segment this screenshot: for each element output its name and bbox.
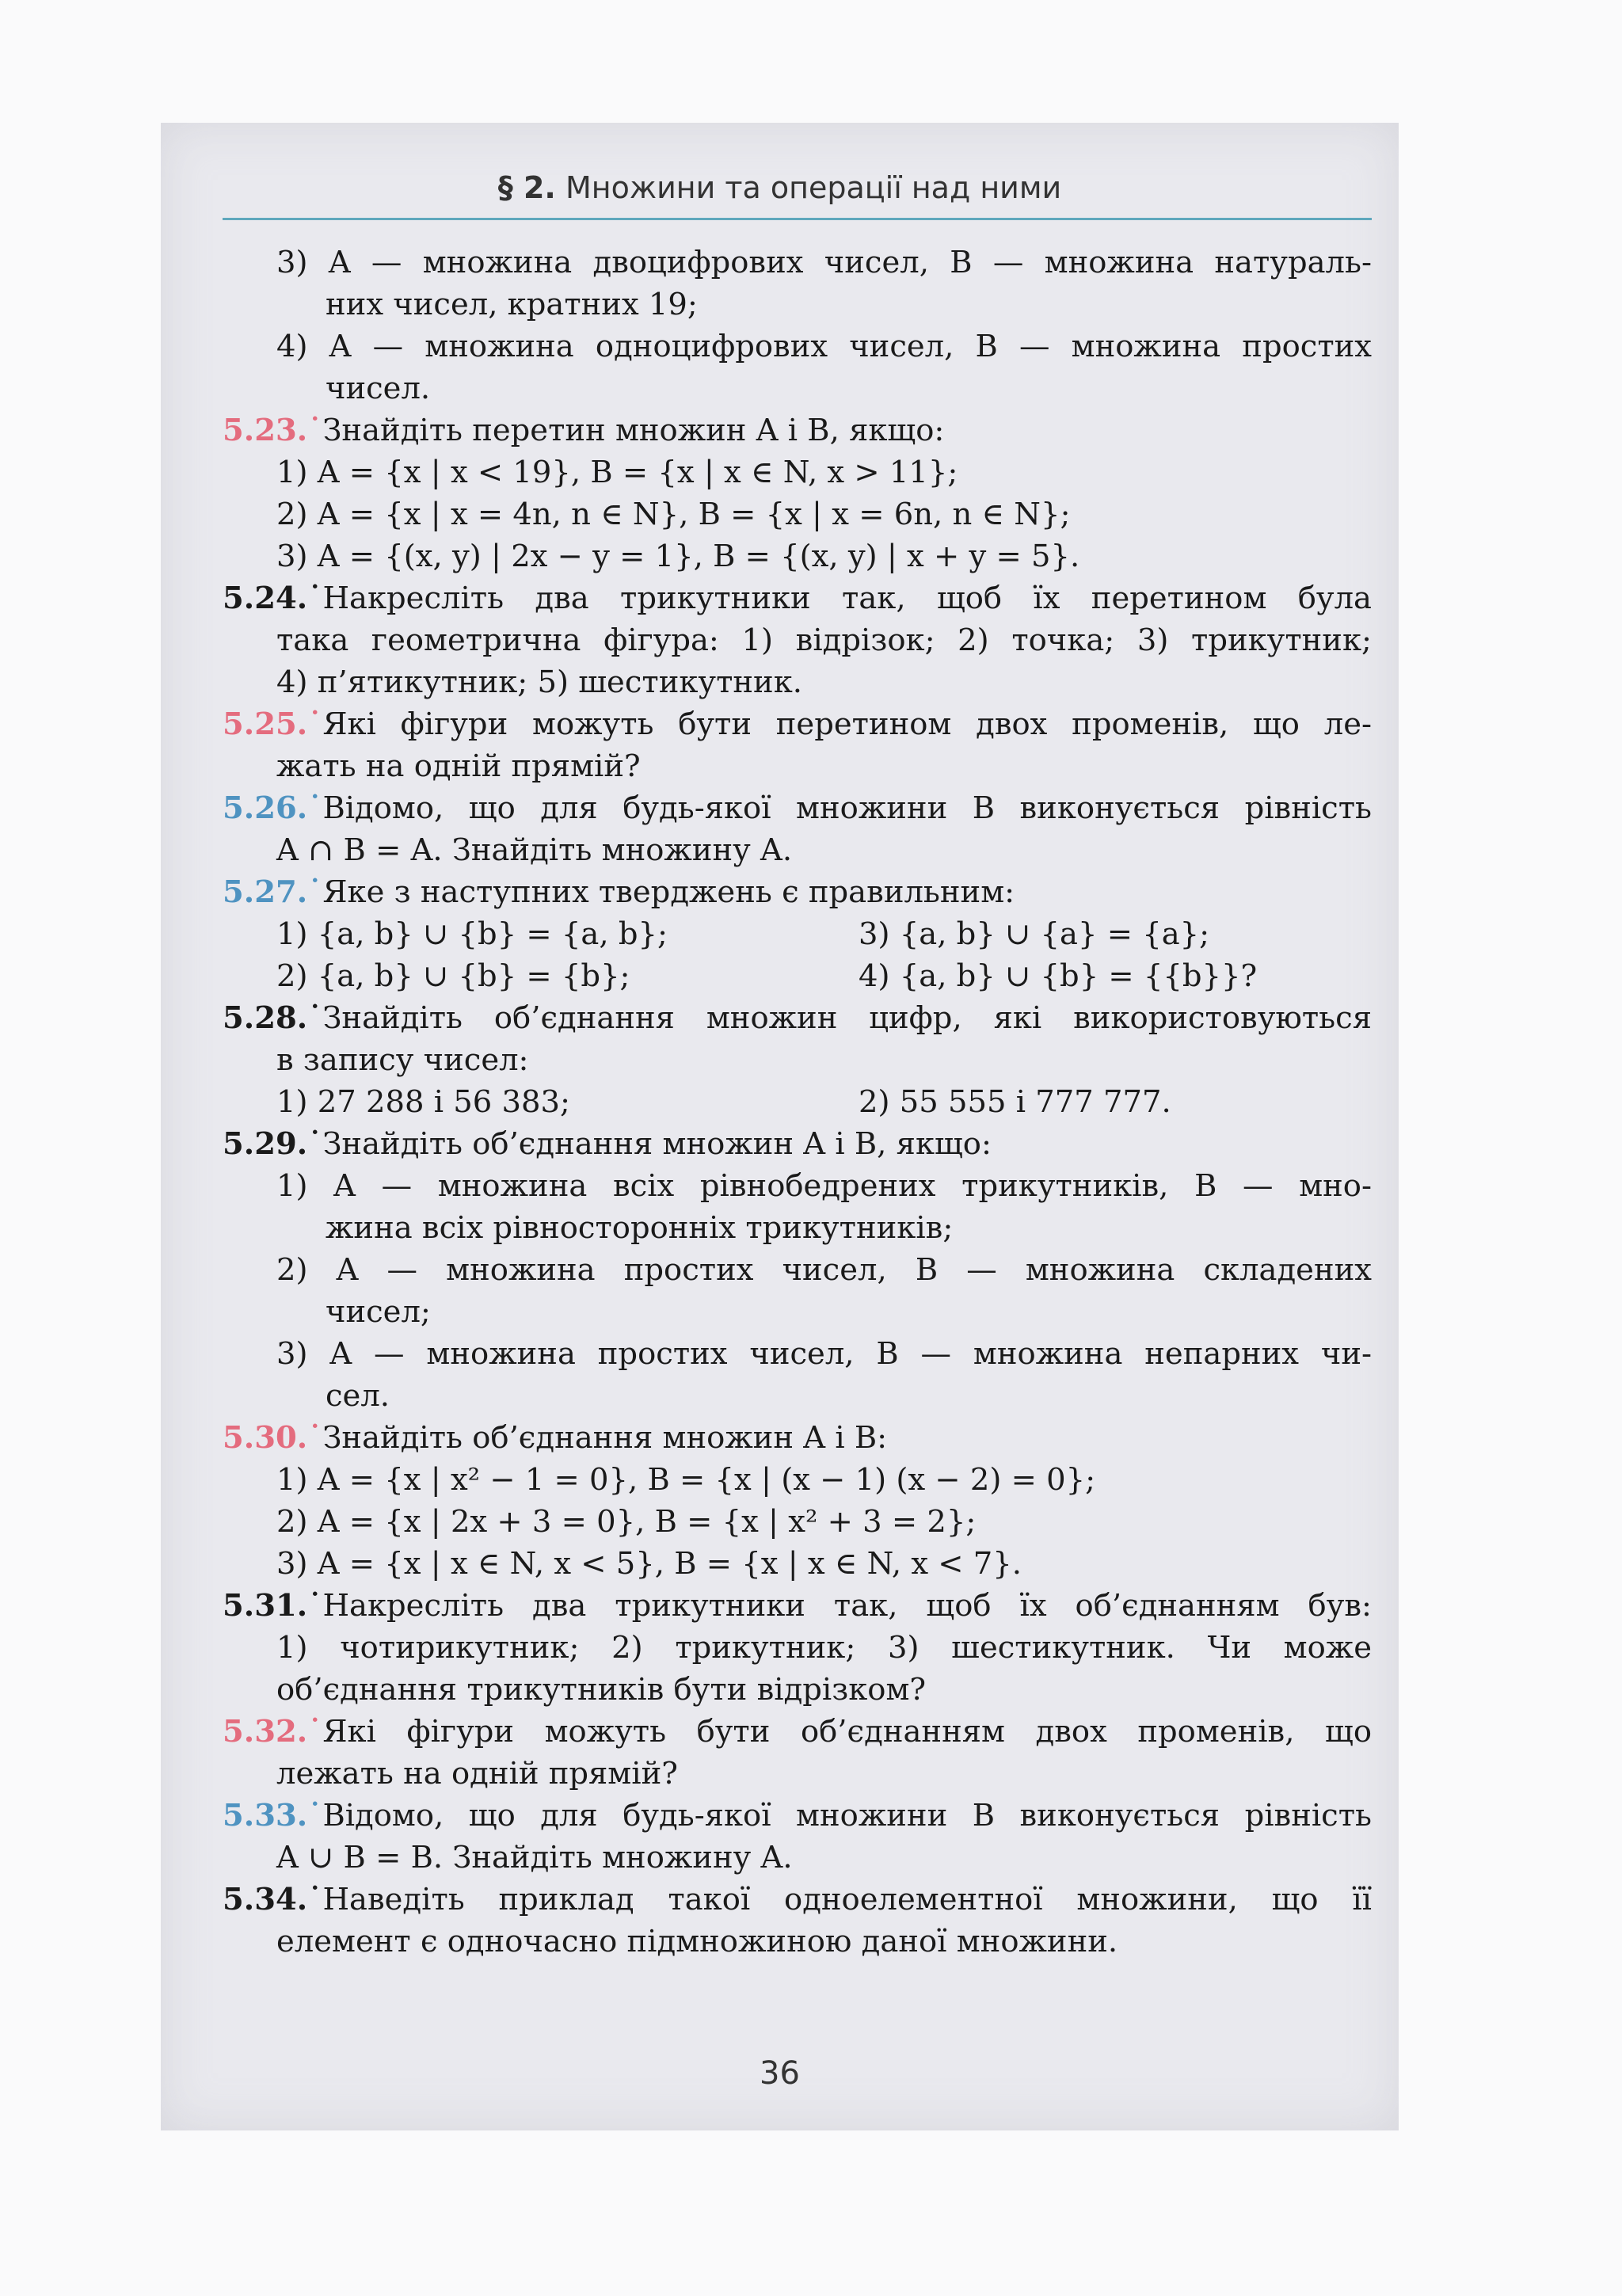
text-cell: 3) {a, b} ∪ {a} = {a};	[859, 916, 1210, 952]
text-line: 3) A — множина простих чисел, B — множина непарних чи-	[276, 1336, 1372, 1372]
running-header	[161, 170, 1399, 205]
text-line: 1) чотирикутник; 2) трикутник; 3) шестикутник. Чи може	[276, 1630, 1372, 1666]
text-line: 3) A = {(x, y) | 2x − y = 1}, B = {(x, y) | x + y = 5}.	[276, 539, 1080, 574]
text-line: 1) A — множина всіх рівнобедрених трикутників, B — мно-	[276, 1168, 1372, 1204]
exercise-text: Знайдіть об’єднання множин A і B, якщо:	[322, 1126, 992, 1162]
exercise-text: Накресліть два трикутники так, щоб їх об’єднанням був:	[322, 1588, 1372, 1624]
exercise-number: 5.33.˙	[223, 1798, 323, 1833]
exercise-5-33	[223, 1795, 1372, 1837]
text-line: елемент є одночасно підмножиною даної множини.	[276, 1924, 1118, 1959]
exercise-5-29	[223, 1123, 1372, 1165]
exercise-text: Знайдіть об’єднання множин цифр, які використовуються	[322, 1000, 1372, 1036]
page-number: 36	[760, 2055, 800, 2092]
exercise-number: 5.30.˙	[223, 1420, 323, 1456]
exercise-text: Які фігури можуть бути об’єднанням двох променів, що	[322, 1714, 1372, 1750]
two-column-row	[223, 913, 1372, 955]
text-line: них чисел, кратних 19;	[326, 287, 698, 322]
text-line: лежать на одній прямій?	[276, 1756, 678, 1791]
exercise-5-27	[223, 871, 1372, 913]
text-line: чисел.	[326, 371, 431, 406]
exercise-list	[223, 242, 1372, 1963]
text-line: A ∪ B = B. Знайдіть множину A.	[276, 1840, 793, 1875]
text-line: 4) A — множина одноцифрових чисел, B — множина простих	[276, 329, 1372, 364]
two-column-row	[223, 1081, 1372, 1123]
section-title: Множини та операції над ними	[565, 170, 1062, 205]
text-line: сел.	[326, 1378, 390, 1414]
exercise-number: 5.29.˙	[223, 1126, 323, 1162]
text-line: A ∩ B = A. Знайдіть множину A.	[276, 832, 793, 868]
exercise-5-25	[223, 703, 1372, 745]
exercise-5-24	[223, 577, 1372, 619]
exercise-number: 5.32.˙	[223, 1714, 323, 1750]
exercise-5-28	[223, 997, 1372, 1039]
text-line: 1) A = {x | x² − 1 = 0}, B = {x | (x − 1) (x − 2) = 0};	[276, 1462, 1096, 1498]
exercise-text: Яке з наступних тверджень є правильним:	[322, 874, 1015, 910]
text-cell: 4) {a, b} ∪ {b} = {{b}}?	[859, 958, 1258, 994]
text-line: 2) A — множина простих чисел, B — множина складених	[276, 1252, 1372, 1288]
exercise-number: 5.31.˙	[223, 1588, 323, 1624]
exercise-number: 5.34.˙	[223, 1882, 323, 1917]
text-line: об’єднання трикутників бути відрізком?	[276, 1672, 927, 1708]
text-line: жина всіх рівносторонніх трикутників;	[326, 1210, 954, 1246]
exercise-number: 5.25.˙	[223, 706, 323, 742]
text-line: 1) A = {x | x < 19}, B = {x | x ∈ N, x > 11};	[276, 455, 958, 490]
section-number: § 2.	[497, 170, 556, 205]
exercise-number: 5.28.˙	[223, 1000, 323, 1036]
exercise-5-31	[223, 1585, 1372, 1627]
book-page	[161, 123, 1399, 2130]
text-cell: 1) {a, b} ∪ {b} = {a, b};	[276, 916, 668, 952]
text-cell: 1) 27 288 і 56 383;	[276, 1084, 570, 1120]
exercise-5-23	[223, 409, 1372, 451]
text-line: чисел;	[326, 1294, 431, 1330]
text-cell: 2) {a, b} ∪ {b} = {b};	[276, 958, 630, 994]
text-line: 4) п’ятикутник; 5) шестикутник.	[276, 664, 802, 700]
exercise-text: Накресліть два трикутники так, щоб їх перетином була	[322, 581, 1372, 616]
text-line: 3) A — множина двоцифрових чисел, B — множина натураль-	[276, 245, 1372, 280]
text-line: в запису чисел:	[276, 1042, 529, 1078]
exercise-number: 5.27.˙	[223, 874, 323, 910]
exercise-text: Знайдіть перетин множин A і B, якщо:	[322, 413, 945, 448]
exercise-number: 5.23.˙	[223, 413, 323, 448]
text-line: така геометрична фігура: 1) відрізок; 2) точка; 3) трикутник;	[276, 623, 1372, 658]
exercise-5-26	[223, 787, 1372, 829]
exercise-text: Відомо, що для будь-якої множини B виконується рівність	[322, 1798, 1372, 1833]
header-rule	[223, 218, 1372, 220]
text-line: 2) A = {x | 2x + 3 = 0}, B = {x | x² + 3 = 2};	[276, 1504, 977, 1540]
exercise-text: Наведіть приклад такої одноелементної множини, що її	[322, 1882, 1372, 1917]
exercise-text: Знайдіть об’єднання множин A і B:	[322, 1420, 888, 1456]
exercise-5-30	[223, 1417, 1372, 1459]
exercise-5-34	[223, 1879, 1372, 1921]
exercise-text: Відомо, що для будь-якої множини B виконується рівність	[322, 790, 1372, 826]
text-line: 3) A = {x | x ∈ N, x < 5}, B = {x | x ∈ N, x < 7}.	[276, 1546, 1022, 1582]
text-line: 2) A = {x | x = 4n, n ∈ N}, B = {x | x = 6n, n ∈ N};	[276, 497, 1071, 532]
text-line: жать на одній прямій?	[276, 748, 641, 784]
exercise-number: 5.26.˙	[223, 790, 323, 826]
exercise-5-32	[223, 1711, 1372, 1753]
exercise-number: 5.24.˙	[223, 581, 323, 616]
exercise-text: Які фігури можуть бути перетином двох променів, що ле-	[322, 706, 1372, 742]
text-cell: 2) 55 555 і 777 777.	[859, 1084, 1171, 1120]
two-column-row	[223, 955, 1372, 997]
